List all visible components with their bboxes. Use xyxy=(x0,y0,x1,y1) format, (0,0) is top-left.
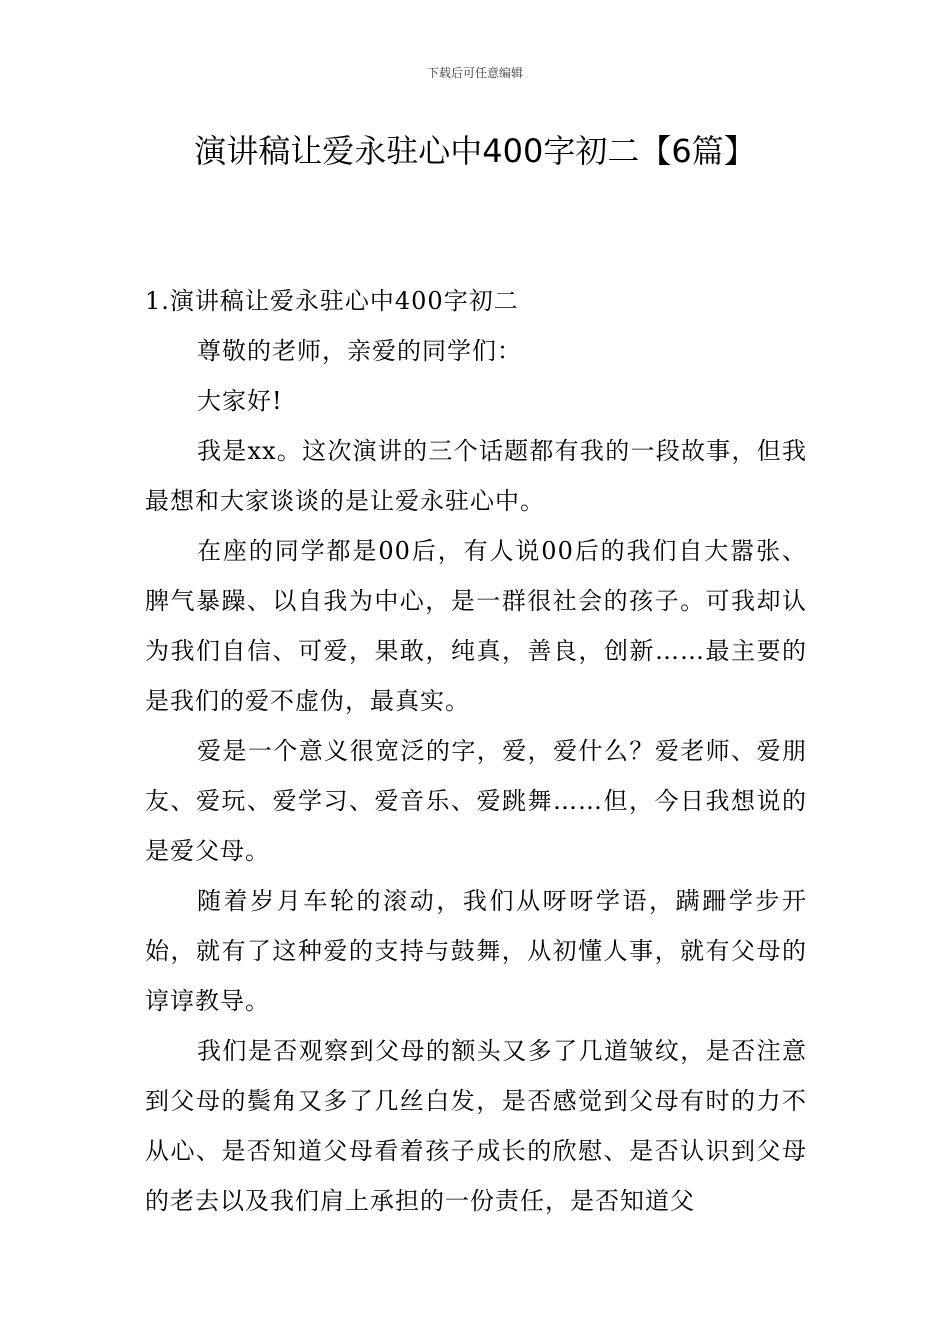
header-note: 下载后可任意编辑 xyxy=(426,66,523,80)
paragraph-salutation: 尊敬的老师，亲爱的同学们： xyxy=(197,337,522,365)
paragraph: 爱是一个意义很宽泛的字，爱，爱什么？爱老师、爱朋友、爱玩、爱学习、爱音乐、爱跳舞……但，今日我想说的是爱父母。 xyxy=(145,737,807,865)
document-body xyxy=(145,276,807,1226)
paragraph: 我是xx。这次演讲的三个话题都有我的一段故事，但我最想和大家谈谈的是让爱永驻心中。 xyxy=(145,437,807,515)
paragraph: 我们是否观察到父母的额头又多了几道皱纹，是否注意到父母的鬓角又多了几丝白发，是否感觉到父母有时的力不从心、是否知道父母看着孩子成长的欣慰、是否认识到父母的老去以及我们肩上承担的一份责任，是否知道父 xyxy=(145,1037,807,1215)
paragraph: 在座的同学都是00后，有人说00后的我们自大嚣张、脾气暴躁、以自我为中心，是一群很社会的孩子。可我却认为我们自信、可爱，果敢，纯真，善良，创新……最主要的是我们的爱不虚伪，最真实。 xyxy=(145,537,807,715)
paragraph: 随着岁月车轮的滚动，我们从呀呀学语，蹒跚学步开始，就有了这种爱的支持与鼓舞，从初懂人事，就有父母的谆谆教导。 xyxy=(145,887,807,1015)
paragraph-greeting: 大家好! xyxy=(197,387,283,415)
section-heading: 1.演讲稿让爱永驻心中400字初二 xyxy=(145,287,519,315)
document-title: 演讲稿让爱永驻心中400字初二【6篇】 xyxy=(194,132,756,170)
